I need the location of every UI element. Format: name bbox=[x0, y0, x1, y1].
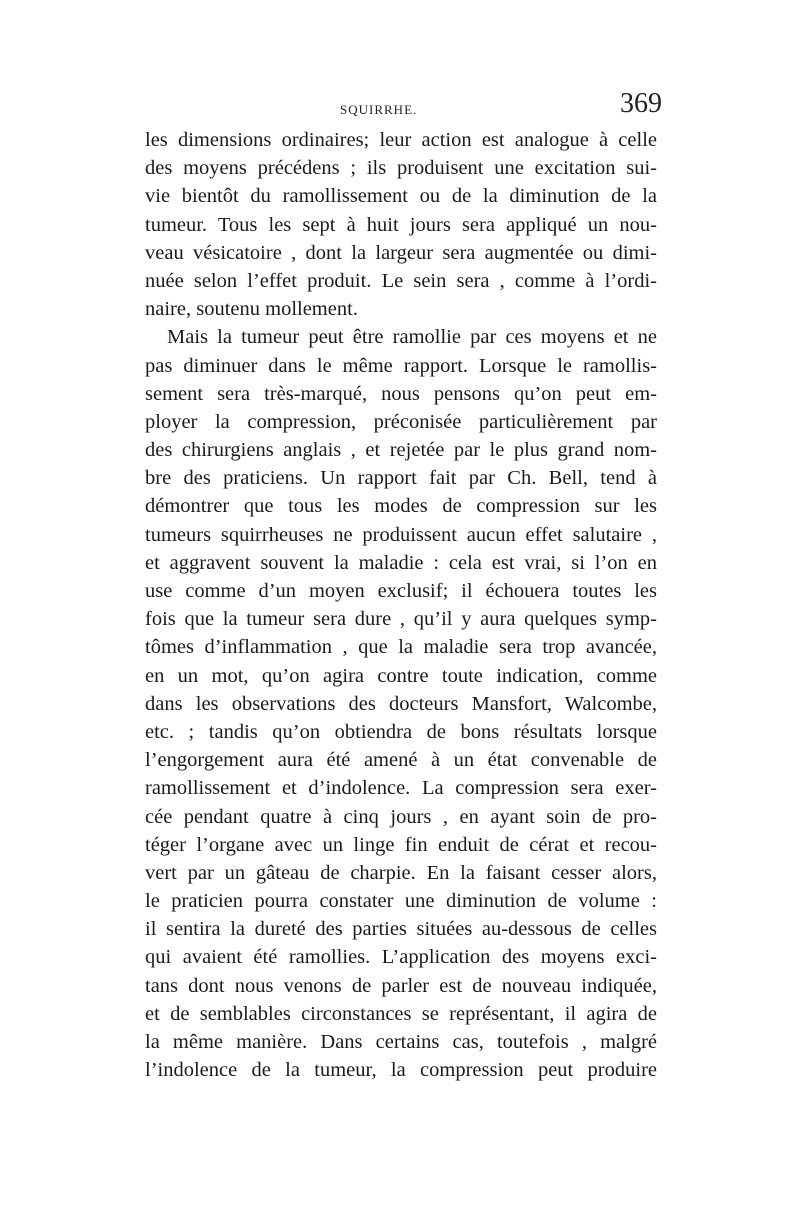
text-line: sement sera très-marqué, nous pensons qu’on peut em- bbox=[145, 382, 657, 405]
running-title: SQUIRRHE. bbox=[340, 102, 418, 117]
text-line: Mais la tumeur peut être ramollie par ces moyens et ne bbox=[167, 326, 657, 349]
text-line: naire, soutenu mollement. bbox=[145, 298, 358, 321]
text-line: téger l’organe avec un linge fin enduit de cérat et recou- bbox=[145, 833, 657, 856]
text-line: et de semblables circonstances se représentant, il agira de bbox=[145, 1002, 657, 1025]
text-line: des moyens précédens ; ils produisent une excitation sui- bbox=[145, 157, 657, 180]
text-line: veau vésicatoire , dont la largeur sera augmentée ou dimi- bbox=[145, 241, 657, 264]
text-line: nuée selon l’effet produit. Le sein sera , comme à l’ordi- bbox=[145, 269, 657, 292]
text-line: dans les observations des docteurs Mansfort, Walcombe, bbox=[145, 692, 657, 715]
text-line: tans dont nous venons de parler est de nouveau indiquée, bbox=[145, 974, 657, 997]
text-line: fois que la tumeur sera dure , qu’il y aura quelques symp- bbox=[145, 608, 657, 631]
text-line: les dimensions ordinaires; leur action est analogue à celle bbox=[145, 129, 657, 151]
text-line: le praticien pourra constater une diminution de volume : bbox=[145, 890, 657, 913]
text-line: l’engorgement aura été amené à un état convenable de bbox=[145, 749, 657, 772]
text-line: pas diminuer dans le même rapport. Lorsque le ramollis- bbox=[145, 354, 657, 377]
text-line: etc. ; tandis qu’on obtiendra de bons résultats lorsque bbox=[145, 720, 657, 743]
page-number: 369 bbox=[620, 88, 662, 119]
body-text bbox=[145, 126, 657, 1084]
text-line: et aggravent souvent la maladie : cela est vrai, si l’on en bbox=[145, 551, 657, 574]
text-line: démontrer que tous les modes de compression sur les bbox=[145, 495, 657, 518]
text-line: vert par un gâteau de charpie. En la faisant cesser alors, bbox=[145, 861, 657, 884]
text-line: en un mot, qu’on agira contre toute indication, comme bbox=[145, 664, 657, 687]
text-line: il sentira la dureté des parties situées au-dessous de celles bbox=[145, 918, 657, 941]
text-line: qui avaient été ramollies. L’application des moyens exci- bbox=[145, 946, 657, 969]
text-line: bre des praticiens. Un rapport fait par Ch. Bell, tend à bbox=[145, 467, 657, 490]
text-line: tômes d’inflammation , que la maladie sera trop avancée, bbox=[145, 636, 657, 659]
text-line: l’indolence de la tumeur, la compression peut produire bbox=[145, 1059, 657, 1082]
text-line: cée pendant quatre à cinq jours , en ayant soin de pro- bbox=[145, 805, 657, 828]
text-line: la même manière. Dans certains cas, toutefois , malgré bbox=[145, 1031, 657, 1053]
text-line: des chirurgiens anglais , et rejetée par le plus grand nom- bbox=[145, 439, 657, 462]
text-line: tumeurs squirrheuses ne produissent aucun effet salutaire , bbox=[145, 523, 657, 546]
text-line: tumeur. Tous les sept à huit jours sera appliqué un nou- bbox=[145, 213, 657, 236]
text-line: use comme d’un moyen exclusif; il échouera toutes les bbox=[145, 580, 657, 602]
text-line: ployer la compression, préconisée particulièrement par bbox=[145, 410, 657, 433]
text-line: vie bientôt du ramollissement ou de la diminution de la bbox=[145, 185, 657, 208]
text-line: ramollissement et d’indolence. La compression sera exer- bbox=[145, 777, 657, 800]
